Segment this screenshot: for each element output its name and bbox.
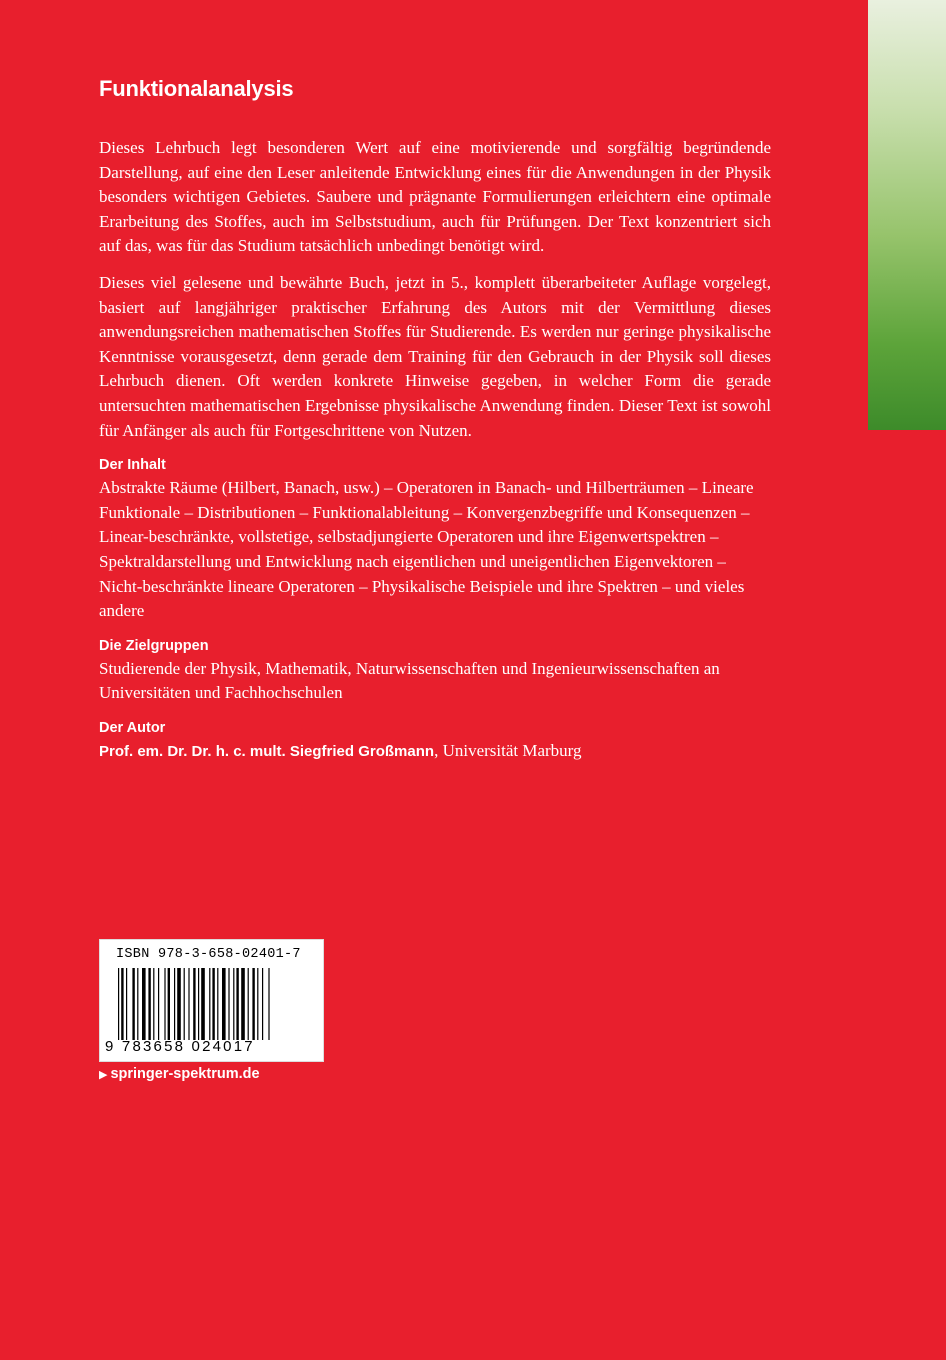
description-paragraph-1: Dieses Lehrbuch legt besonderen Wert auf eine motivierende und sorgfältig begründende Darstellung, auf eine den Leser anleitende Entwicklung eines für die Anwendungen in der Physik besonders wichtigen Gebietes. Saubere und prägnante Formulierungen erleichtern eine optimale Erarbeitung des Stoffes, auch im Selbststudium, auch für Prüfungen. Der Text konzentriert sich auf das, was für das Studium tatsächlich unbedingt benötigt wird. [99, 138, 771, 256]
isbn-barcode [99, 939, 324, 1062]
section-text-zielgruppen: Studierende der Physik, Mathematik, Naturwissenschaften und Ingenieurwissenschaften an Universitäten und Fachhochschulen [99, 658, 720, 703]
author-line [99, 739, 771, 765]
author-affiliation: , Universität Marburg [434, 740, 582, 760]
back-cover-content [99, 76, 771, 776]
section-heading-autor: Der Autor [99, 719, 166, 736]
publisher-website-text: springer-spektrum.de [110, 1066, 260, 1082]
author-name: Prof. em. Dr. Dr. h. c. mult. Siegfried Großmann [99, 742, 435, 760]
book-title: Funktionalanalysis [99, 76, 294, 101]
section-heading-zielgruppen: Die Zielgruppen [99, 637, 209, 654]
isbn-label: ISBN 978-3-658-02401-7 [116, 947, 301, 962]
publisher-website-link[interactable] [99, 1066, 260, 1082]
section-text-inhalt: Abstrakte Räume (Hilbert, Banach, usw.) – Operatoren in Banach- und Hilberträumen – Lineare Funktionale – Distributionen – Funktionalableitung – Konvergenzbegriffe und Konsequenzen – Linear-beschränkte, vollstetige, selbstadjungierte Operatoren und ihre Eigenwertspektren – Spektraldarstellung und Entwicklung nach eigentlichen und uneigentlichen Eigenvektoren – Nicht-beschränkte lineare Operatoren – Physikalische Beispiele und ihre Spektren – und vieles andere [99, 478, 754, 621]
green-accent-strip [868, 0, 946, 430]
arrow-right-icon: ▶ [99, 1069, 108, 1081]
barcode-bars [118, 968, 314, 1040]
description-paragraph-2: Dieses viel gelesene und bewährte Buch, jetzt in 5., komplett überarbeiteter Auflage vorgelegt, basiert auf langjähriger praktischer Erfahrung des Autors mit der Vermittlung dieses anwendungsreichen mathematischen Stoffes für Studierende. Es werden nur geringe physikalische Kenntnisse vorausgesetzt, denn gerade dem Training für den Gebrauch in der Physik soll dieses Lehrbuch dienen. Oft werden konkrete Hinweise gegeben, in welcher Form die gerade untersuchten mathematischen Ergebnisse physikalische Anwendung finden. Dieser Text ist sowohl für Anfänger als auch für Fortgeschrittene von Nutzen. [99, 272, 771, 440]
barcode-digits: 9 783658 024017 [105, 1038, 255, 1055]
section-heading-inhalt: Der Inhalt [99, 457, 166, 474]
